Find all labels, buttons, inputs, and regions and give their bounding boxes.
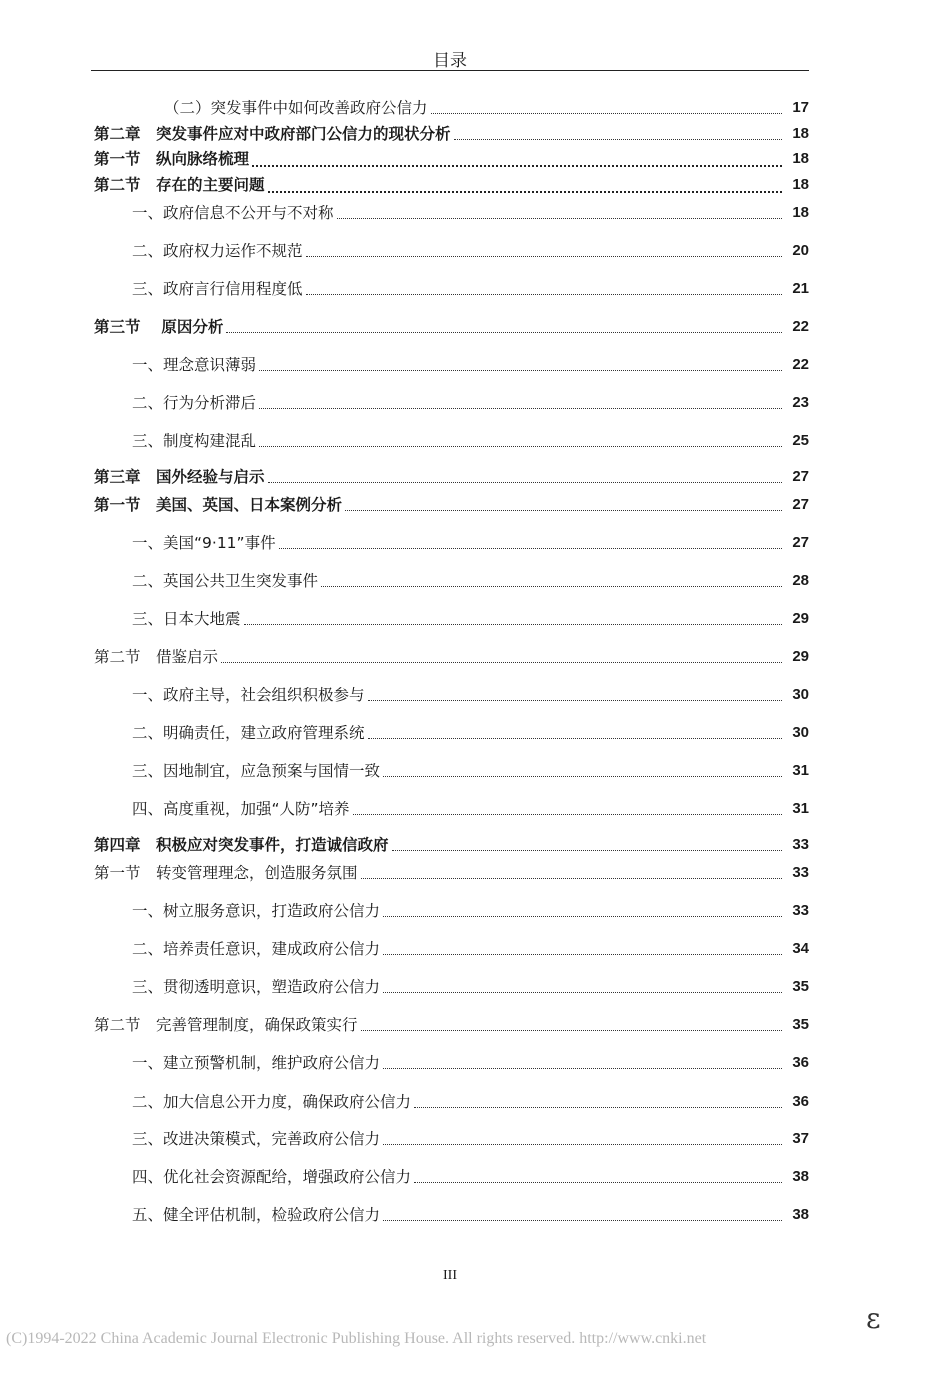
toc-leader-dots [345, 486, 782, 511]
toc-leader-dots [414, 1083, 782, 1108]
toc-leader-dots [361, 854, 782, 879]
toc-entry-label: 五、健全评估机制，检验政府公信力 [132, 1206, 381, 1224]
toc-entry-page: 28 [792, 572, 809, 589]
toc-leader-dots [306, 232, 782, 257]
toc-entry[interactable] [0, 1051, 950, 1075]
toc-leader-dots [259, 422, 782, 447]
toc-entry-page: 31 [792, 800, 809, 817]
toc-entry-label: 第一节 美国、英国、日本案例分析 [94, 496, 343, 514]
toc-leader-dots [383, 1196, 782, 1221]
toc-entry-page: 36 [792, 1054, 809, 1071]
toc-entry-label: 三、因地制宜，应急预案与国情一致 [132, 762, 381, 780]
toc-entry-page: 34 [792, 940, 809, 957]
toc-entry-page: 30 [792, 686, 809, 703]
toc-leader-dots [337, 194, 782, 219]
toc-entry[interactable] [0, 239, 950, 263]
toc-entry[interactable] [0, 429, 950, 453]
toc-entry[interactable] [0, 1127, 950, 1151]
toc-leader-dots [252, 141, 782, 167]
toc-leader-dots [361, 1006, 782, 1031]
toc-entry[interactable] [0, 531, 950, 555]
toc-entry-label: （二）突发事件中如何改善政府公信力 [164, 99, 428, 117]
toc-entry[interactable] [0, 607, 950, 631]
toc-entry-label: 二、加大信息公开力度，确保政府公信力 [132, 1093, 412, 1111]
toc-entry-page: 33 [792, 864, 809, 881]
toc-leader-dots [259, 384, 782, 409]
toc-leader-dots [368, 676, 782, 701]
toc-entry-page: 35 [792, 1016, 809, 1033]
toc-entry[interactable] [0, 759, 950, 783]
toc-entry[interactable] [0, 721, 950, 745]
toc-entry-label: 第一节 转变管理理念，创造服务氛围 [94, 864, 358, 882]
toc-entry[interactable] [0, 493, 950, 517]
toc-entry-page: 18 [792, 125, 809, 142]
toc-leader-dots [268, 458, 782, 483]
toc-entry-page: 38 [792, 1206, 809, 1223]
toc-entry[interactable] [0, 1013, 950, 1037]
toc-entry-label: 三、日本大地震 [132, 610, 241, 628]
toc-leader-dots [383, 1120, 782, 1145]
toc-entry[interactable] [0, 861, 950, 885]
toc-entry-label: 四、高度重视，加强“人防”培养 [132, 800, 350, 818]
toc-entry-label: 二、政府权力运作不规范 [132, 242, 303, 260]
toc-entry-label: 一、理念意识薄弱 [132, 356, 257, 374]
page-number: III [443, 1268, 457, 1283]
toc-leader-dots [383, 752, 782, 777]
toc-entry-page: 35 [792, 978, 809, 995]
toc-entry[interactable] [0, 937, 950, 961]
toc-entry-label: 二、明确责任，建立政府管理系统 [132, 724, 365, 742]
toc-leader-dots [414, 1158, 782, 1183]
toc-entry-page: 29 [792, 610, 809, 627]
toc-entry[interactable] [0, 353, 950, 377]
toc-entry-page: 31 [792, 762, 809, 779]
toc-entry-label: 二、培养责任意识，建成政府公信力 [132, 940, 381, 958]
toc-entry-page: 38 [792, 1168, 809, 1185]
toc-entry-label: 第二节 完善管理制度，确保政策实行 [94, 1016, 358, 1034]
toc-entry-page: 36 [792, 1093, 809, 1110]
toc-leader-dots [321, 562, 782, 587]
toc-leader-dots [383, 930, 782, 955]
toc-entry-page: 30 [792, 724, 809, 741]
page-header-title: 目录 [433, 51, 467, 71]
toc-entry-label: 第二章 突发事件应对中政府部门公信力的现状分析 [94, 125, 451, 143]
toc-entry-label: 一、树立服务意识，打造政府公信力 [132, 902, 381, 920]
toc-entry-label: 一、美国“9·11”事件 [132, 534, 276, 552]
toc-leader-dots [244, 600, 782, 625]
toc-entry-page: 23 [792, 394, 809, 411]
toc-leader-dots [268, 167, 782, 193]
toc-entry-label: 三、政府言行信用程度低 [132, 280, 303, 298]
handwritten-mark: ε [866, 1302, 881, 1335]
toc-leader-dots [368, 714, 782, 739]
toc-entry[interactable] [0, 569, 950, 593]
toc-entry-page: 27 [792, 534, 809, 551]
toc-entry-page: 18 [792, 204, 809, 221]
copyright-watermark: (C)1994-2022 China Academic Journal Electronic Publishing House. All rights reserved. http://www.cnki.net [6, 1330, 707, 1347]
toc-entry[interactable] [0, 899, 950, 923]
toc-entry-page: 20 [792, 242, 809, 259]
toc-entry[interactable] [0, 1090, 950, 1114]
toc-entry-label: 第三节 原因分析 [94, 318, 224, 336]
toc-leader-dots [306, 270, 782, 295]
toc-leader-dots [353, 790, 782, 815]
toc-entry[interactable] [0, 1165, 950, 1189]
toc-entry-label: 二、行为分析滞后 [132, 394, 257, 412]
toc-entry-label: 三、贯彻透明意识，塑造政府公信力 [132, 978, 381, 996]
toc-entry-page: 18 [792, 150, 809, 167]
toc-entry[interactable] [0, 391, 950, 415]
toc-leader-dots [226, 308, 782, 333]
toc-entry-label: 第二节 借鉴启示 [94, 648, 219, 666]
toc-leader-dots [259, 346, 782, 371]
toc-entry-page: 37 [792, 1130, 809, 1147]
toc-leader-dots [221, 638, 782, 663]
toc-entry-page: 18 [792, 176, 809, 193]
toc-entry-page: 33 [792, 836, 809, 853]
toc-entry-label: 第四章 积极应对突发事件，打造诚信政府 [94, 836, 389, 854]
toc-entry-page: 27 [792, 468, 809, 485]
toc-leader-dots [383, 892, 782, 917]
toc-entry-label: 三、改进决策模式，完善政府公信力 [132, 1130, 381, 1148]
toc-entry-page: 25 [792, 432, 809, 449]
toc-entry[interactable] [0, 975, 950, 999]
toc-entry-page: 22 [792, 356, 809, 373]
toc-entry-label: 第二节 存在的主要问题 [94, 176, 265, 194]
toc-entry-page: 22 [792, 318, 809, 335]
toc-entry[interactable] [0, 645, 950, 669]
toc-entry-page: 27 [792, 496, 809, 513]
header-divider [91, 70, 809, 71]
toc-entry-page: 21 [792, 280, 809, 297]
toc-leader-dots [431, 89, 782, 114]
toc-entry[interactable] [0, 277, 950, 301]
toc-entry[interactable] [0, 315, 950, 339]
toc-entry[interactable] [0, 797, 950, 821]
toc-entry-label: 一、政府主导，社会组织积极参与 [132, 686, 365, 704]
toc-leader-dots [454, 115, 782, 140]
toc-leader-dots [279, 524, 782, 549]
toc-entry-page: 29 [792, 648, 809, 665]
toc-entry-label: 四、优化社会资源配给，增强政府公信力 [132, 1168, 412, 1186]
toc-entry-label: 第一节 纵向脉络梳理 [94, 150, 250, 168]
toc-entry-label: 二、英国公共卫生突发事件 [132, 572, 319, 590]
toc-leader-dots [383, 968, 782, 993]
toc-entry[interactable] [0, 201, 950, 225]
toc-entry-label: 第三章 国外经验与启示 [94, 468, 265, 486]
toc-entry-label: 三、制度构建混乱 [132, 432, 257, 450]
toc-entry-label: 一、政府信息不公开与不对称 [132, 204, 334, 222]
toc-entry-label: 一、建立预警机制，维护政府公信力 [132, 1054, 381, 1072]
toc-entry[interactable] [0, 1203, 950, 1227]
toc-entry-page: 33 [792, 902, 809, 919]
toc-entry[interactable] [0, 683, 950, 707]
toc-leader-dots [392, 826, 782, 851]
toc-leader-dots [383, 1044, 782, 1069]
toc-entry-page: 17 [792, 99, 809, 116]
